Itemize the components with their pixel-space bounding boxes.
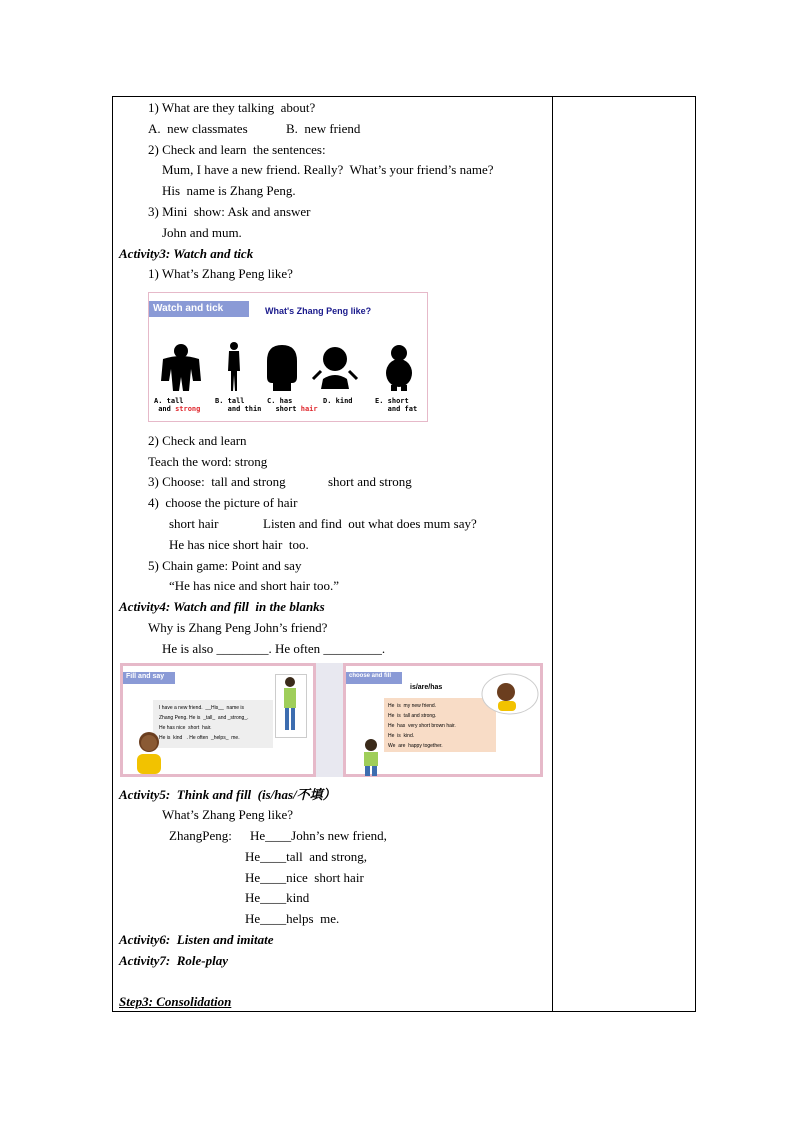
fill-line-5: He____helps me. [245,911,340,926]
short-fat-figure-icon [386,345,412,391]
fill-say-figure [120,663,316,777]
zhangpeng-label: ZhangPeng: [169,828,232,843]
slide-question: What's Zhang Peng like? [265,306,372,316]
listen-find: Listen and find out what does mum say? [263,516,477,531]
choose-fill-line-5: We are happy together. [388,743,443,749]
activity-4-heading: Activity4: Watch and fill in the blanks [119,599,325,614]
check-learn-2: 2) Check and learn [148,433,247,448]
activity-6-heading: Activity6: Listen and imitate [119,932,274,947]
fill-say-line-4: He is kind . He often _helps_ me. [159,735,240,741]
silhouettes [149,341,429,393]
question-1: 1) What are they talking about? [148,100,316,115]
sentence-2: His name is Zhang Peng. [162,183,296,198]
whats-zhang-peng-like: 1) What’s Zhang Peng like? [148,266,293,281]
fill-line-4: He____kind [245,890,310,905]
choose-line: 3) Choose: tall and strong [148,474,286,489]
label-d: D. kind [323,397,353,405]
kind-face-icon [313,347,357,389]
john-mum: John and mum. [162,225,242,240]
whats-zhang-peng-like-2: What’s Zhang Peng like? [162,807,294,822]
choose-line-b: short and strong [328,474,412,489]
sentence-1: Mum, I have a new friend. Really? What’s your friend’s name? [162,162,494,177]
activity-3-heading: Activity3: Watch and tick [119,246,254,261]
mini-show: 3) Mini show: Ask and answer [148,204,311,219]
short-hair-head-icon [267,345,297,391]
thought-bubble-icon [476,672,540,720]
fill-say-line-1: I have a new friend. __His__ name is [159,705,245,711]
fill-say-line-3: He has nice short hair. [159,725,212,731]
fill-line-2: He____tall and strong, [245,849,368,864]
zhang-peng-icon [279,676,301,734]
activity-7-heading: Activity7: Role-play [119,953,229,968]
boy-icon [131,730,167,776]
label-e: E. short and fat [375,397,418,413]
option-b: B. new friend [286,121,361,136]
fill-say-title: Fill and say [126,673,165,680]
slide-title: Watch and tick [153,303,224,314]
he-is-also: He is also ________. He often _________. [162,641,386,656]
option-a: A. new classmates [148,121,248,136]
check-learn: 2) Check and learn the sentences: [148,142,326,157]
choose-fill-line-3: He has very short brown hair. [388,723,456,729]
slide-gap [316,663,343,777]
label-b: B. tall and thin [215,397,262,413]
fill-line-3: He____nice short hair [245,870,364,885]
nice-short-hair: He has nice short hair too. [169,537,309,552]
fill-line-1: He____John’s new friend, [250,828,387,843]
thin-figure-icon [228,342,240,391]
choose-fill-title: choose and fill [349,673,392,679]
teach-word: Teach the word: strong [148,454,268,469]
choose-fill-header: is/are/has [410,684,443,691]
choose-fill-line-2: He is tall and strong. [388,713,437,719]
short-hair: short hair [169,516,219,531]
choose-fill-figure [343,663,543,777]
strong-figure-icon [161,344,201,391]
label-c: C. has short hair [267,397,318,413]
choose-fill-line-1: He is my new friend. [388,703,437,709]
chain-quote: “He has nice and short hair too.” [169,578,340,593]
choose-fill-line-4: He is kind. [388,733,415,739]
fill-say-line-2: Zhang Peng. He is _tall_ and _strong_. [159,715,249,721]
small-boy-icon [360,738,382,776]
activity-5-heading: Activity5: Think and fill (is/has/不填） [119,787,336,802]
column-divider [552,97,553,1011]
why-friend: Why is Zhang Peng John’s friend? [148,620,328,635]
watch-tick-figure [148,292,428,422]
label-a: A. tall and strong [154,397,201,413]
step-3-heading: Step3: Consolidation [119,994,232,1009]
choose-picture: 4) choose the picture of hair [148,495,298,510]
chain-game: 5) Chain game: Point and say [148,558,302,573]
